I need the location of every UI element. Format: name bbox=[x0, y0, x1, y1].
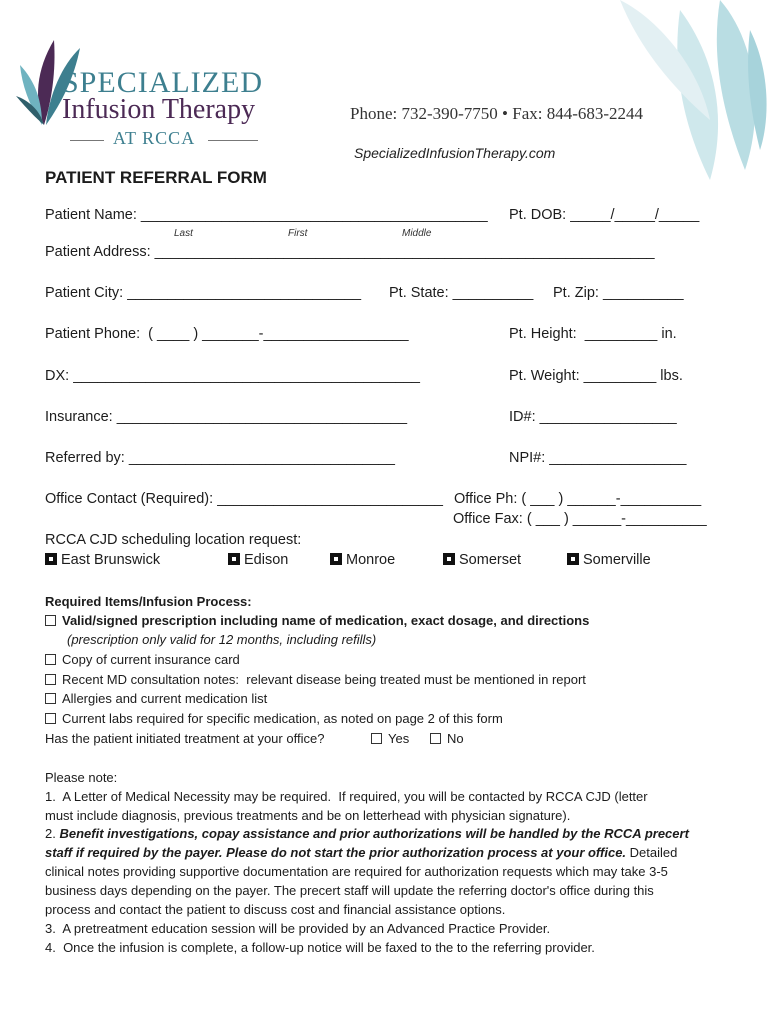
required-items-heading: Required Items/Infusion Process: bbox=[45, 594, 252, 609]
patient-city-field[interactable]: Patient City: _____________________________ bbox=[45, 285, 362, 301]
note-2-line-b bbox=[45, 845, 677, 860]
referred-by-field[interactable]: Referred by: _________________________________ bbox=[45, 450, 395, 466]
location-label: East Brunswick bbox=[61, 552, 161, 568]
checkbox-icon[interactable] bbox=[567, 553, 579, 565]
required-item-label: Recent MD consultation notes: relevant disease being treated must be mentioned in report bbox=[62, 672, 586, 687]
checkbox-icon[interactable] bbox=[45, 654, 56, 665]
required-item-allergies[interactable] bbox=[45, 691, 267, 706]
note-2-line-d: business days depending on the payer. The precert staff will update the referring doctor's office during this bbox=[45, 883, 654, 898]
note-2-bold-b: staff if required by the payer. Please do not start the prior authorization process at your office. bbox=[45, 845, 627, 860]
yes-label: Yes bbox=[388, 731, 410, 746]
logo-divider-right bbox=[208, 140, 258, 141]
initiated-treatment-question: Has the patient initiated treatment at your office? bbox=[45, 731, 325, 746]
location-label: Edison bbox=[244, 552, 289, 568]
checkbox-icon[interactable] bbox=[45, 693, 56, 704]
patient-address-field[interactable]: Patient Address: ______________________________________________________________ bbox=[45, 244, 655, 260]
please-note-heading: Please note: bbox=[45, 770, 118, 785]
name-last-label: Last bbox=[174, 228, 193, 239]
note-2-rest-b: Detailed bbox=[626, 845, 678, 860]
contact-phone-fax: Phone: 732-390-7750 • Fax: 844-683-2244 bbox=[350, 104, 644, 123]
location-option-east-brunswick[interactable] bbox=[45, 552, 160, 568]
patient-weight-field[interactable]: Pt. Weight: _________ lbs. bbox=[509, 368, 683, 384]
location-option-edison[interactable] bbox=[228, 552, 288, 568]
required-item-prescription[interactable] bbox=[45, 613, 589, 628]
dob-field[interactable]: Pt. DOB: _____/_____/_____ bbox=[509, 207, 700, 223]
location-label: Monroe bbox=[346, 552, 396, 568]
checkbox-icon[interactable] bbox=[45, 674, 56, 685]
note-1-line-b: must include diagnosis, previous treatments and be on letterhead with physician signature). bbox=[45, 808, 571, 823]
location-request-label: RCCA CJD scheduling location request: bbox=[45, 532, 302, 548]
checkbox-icon[interactable] bbox=[443, 553, 455, 565]
note-2-bold-a: Benefit investigations, copay assistance and prior authorizations will be handled by the RCCA precert bbox=[59, 826, 689, 841]
note-2-line-c: clinical notes providing supportive documentation are required for authorization requests which may take 3-5 bbox=[45, 864, 668, 879]
office-phone-field[interactable]: Office Ph: ( ___ ) ______-__________ bbox=[454, 491, 702, 507]
required-item-label: Current labs required for specific medication, as noted on page 2 of this form bbox=[62, 711, 503, 726]
patient-zip-field[interactable]: Pt. Zip: __________ bbox=[553, 285, 684, 301]
required-item-label: Copy of current insurance card bbox=[62, 652, 240, 667]
website-link[interactable]: SpecializedInfusionTherapy.com bbox=[354, 145, 556, 161]
form-title: PATIENT REFERRAL FORM bbox=[45, 168, 267, 187]
location-label: Somerville bbox=[583, 552, 651, 568]
initiated-yes-option[interactable] bbox=[371, 731, 409, 746]
required-item-labs[interactable] bbox=[45, 711, 503, 726]
no-label: No bbox=[447, 731, 464, 746]
checkbox-icon[interactable] bbox=[371, 733, 382, 744]
checkbox-icon[interactable] bbox=[45, 553, 57, 565]
location-option-somerville[interactable] bbox=[567, 552, 651, 568]
patient-state-field[interactable]: Pt. State: __________ bbox=[389, 285, 534, 301]
name-first-label: First bbox=[288, 228, 308, 239]
brand-name-line1: SPECIALIZED bbox=[62, 66, 263, 99]
insurance-id-field[interactable]: ID#: _________________ bbox=[509, 409, 677, 425]
required-item-label: Valid/signed prescription including name of medication, exact dosage, and directions bbox=[62, 613, 590, 628]
required-item-label: Allergies and current medication list bbox=[62, 691, 268, 706]
note-3: 3. A pretreatment education session will be provided by an Advanced Practice Provider. bbox=[45, 921, 551, 936]
note-2-line-e: process and contact the patient to discuss cost and financial assistance options. bbox=[45, 902, 506, 917]
insurance-field[interactable]: Insurance: ____________________________________ bbox=[45, 409, 408, 425]
brand-name-line3: AT RCCA bbox=[113, 128, 196, 148]
patient-name-field[interactable]: Patient Name: ___________________________________________ bbox=[45, 207, 488, 223]
patient-height-field[interactable]: Pt. Height: _________ in. bbox=[509, 326, 677, 342]
note-4: 4. Once the infusion is complete, a follow-up notice will be faxed to the to the referring provider. bbox=[45, 940, 595, 955]
npi-field[interactable]: NPI#: _________________ bbox=[509, 450, 687, 466]
required-item-insurance-card[interactable] bbox=[45, 652, 240, 667]
name-middle-label: Middle bbox=[402, 228, 432, 239]
note-2-line-a bbox=[45, 826, 689, 841]
note-1-line-a: 1. A Letter of Medical Necessity may be required. If required, you will be contacted by RCCA CJD (letter bbox=[45, 789, 648, 804]
prescription-note: (prescription only valid for 12 months, including refills) bbox=[67, 632, 377, 647]
checkbox-icon[interactable] bbox=[330, 553, 342, 565]
required-item-consultation-notes[interactable] bbox=[45, 672, 586, 687]
office-contact-field[interactable]: Office Contact (Required): ____________________________ bbox=[45, 491, 443, 507]
checkbox-icon[interactable] bbox=[228, 553, 240, 565]
brand-name-line2: Infusion Therapy bbox=[62, 94, 256, 125]
checkbox-icon[interactable] bbox=[430, 733, 441, 744]
note-2-number: 2. bbox=[45, 826, 60, 841]
initiated-no-option[interactable] bbox=[430, 731, 464, 746]
dx-field[interactable]: DX: ___________________________________________ bbox=[45, 368, 420, 384]
location-option-somerset[interactable] bbox=[443, 552, 521, 568]
checkbox-icon[interactable] bbox=[45, 615, 56, 626]
decorative-leaf-graphic bbox=[560, 0, 770, 190]
office-fax-field[interactable]: Office Fax: ( ___ ) ______-__________ bbox=[453, 511, 707, 527]
logo-divider-left bbox=[70, 140, 104, 141]
location-label: Somerset bbox=[459, 552, 522, 568]
location-option-monroe[interactable] bbox=[330, 552, 395, 568]
patient-phone-field[interactable]: Patient Phone: ( ____ ) _______-__________________ bbox=[45, 326, 409, 342]
checkbox-icon[interactable] bbox=[45, 713, 56, 724]
